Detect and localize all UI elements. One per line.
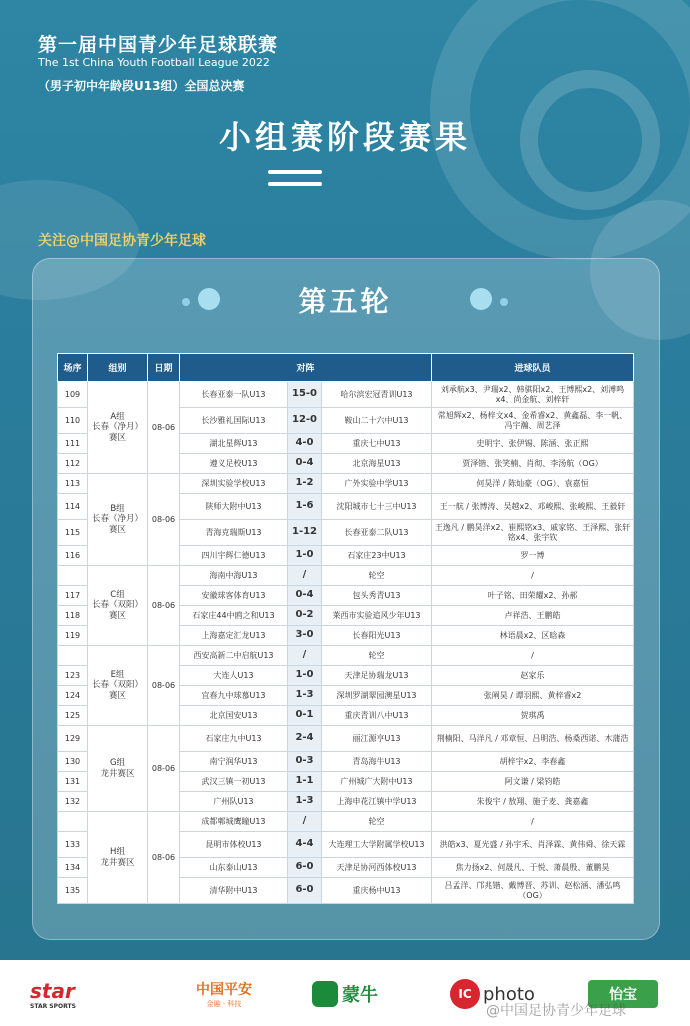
results-body xyxy=(58,382,634,904)
home-team: 长沙雅礼国际U13 xyxy=(180,408,288,434)
match-date: 08-06 xyxy=(148,474,180,566)
match-no: 113 xyxy=(58,474,88,494)
scorers: 张阐昊 / 谭羽熙、黄梓睿x2 xyxy=(432,686,634,706)
home-team: 青海克瑞斯U13 xyxy=(180,520,288,546)
col-header-group: 组别 xyxy=(88,354,148,382)
scorers: 赵家乐 xyxy=(432,666,634,686)
home-team: 大连人U13 xyxy=(180,666,288,686)
away-team: 莱西市实验追风少年U13 xyxy=(322,606,432,626)
match-score: / xyxy=(288,812,322,832)
match-no: 116 xyxy=(58,546,88,566)
home-team: 上海嘉定汇龙U13 xyxy=(180,626,288,646)
away-team: 丽江源亨U13 xyxy=(322,726,432,752)
away-team: 石家庄23中U13 xyxy=(322,546,432,566)
weibo-watermark: @中国足协青少年足球 xyxy=(486,1003,626,1019)
scorers: / xyxy=(432,812,634,832)
home-team: 湖北星辉U13 xyxy=(180,434,288,454)
match-score: 0-4 xyxy=(288,586,322,606)
scorers: 常旭辉x2、杨梓文x4、金希睿x2、黄鑫磊、李一帆、冯宇瀚、周艺泽 xyxy=(432,408,634,434)
match-score: 1-2 xyxy=(288,474,322,494)
scorers: 吕孟洋、邝兆锴、戴博晋、苏训、赵松涵、潘弘鸣（OG） xyxy=(432,878,634,904)
scorers: 叶子铭、田荣耀x2、孙郝 xyxy=(432,586,634,606)
home-team: 西安高新二中启航U13 xyxy=(180,646,288,666)
home-team: 长春亚泰一队U13 xyxy=(180,382,288,408)
header xyxy=(0,0,690,260)
scorers: 林语晨x2、区晗森 xyxy=(432,626,634,646)
col-header-match: 对阵 xyxy=(180,354,432,382)
match-score: 3-0 xyxy=(288,626,322,646)
match-score: / xyxy=(288,646,322,666)
match-date: 08-06 xyxy=(148,566,180,646)
match-no: 131 xyxy=(58,772,88,792)
match-score: 15-0 xyxy=(288,382,322,408)
match-no: 132 xyxy=(58,792,88,812)
away-team: 重庆青训八中U13 xyxy=(322,706,432,726)
scorers: 罗一博 xyxy=(432,546,634,566)
match-score: 0-2 xyxy=(288,606,322,626)
match-score: 0-3 xyxy=(288,752,322,772)
scorers: 卢祥浩、王鹏皓 xyxy=(432,606,634,626)
pingan-logo-sub: 金融 · 科技 xyxy=(206,1000,242,1008)
match-score: 1-12 xyxy=(288,520,322,546)
mengniu-logo xyxy=(312,974,378,1014)
home-team: 石家庄44中鸥之和U13 xyxy=(180,606,288,626)
table-row xyxy=(58,474,634,494)
match-score: 0-1 xyxy=(288,706,322,726)
page-title: 小组赛阶段赛果 xyxy=(218,118,471,156)
match-score: 6-0 xyxy=(288,858,322,878)
follow-banner: 关注@中国足协青少年足球 xyxy=(38,233,206,249)
scorers: 何昊洋 / 陈灿豪（OG）、袁嘉恒 xyxy=(432,474,634,494)
icphoto-icon: IC xyxy=(450,979,480,1009)
match-no: 112 xyxy=(58,454,88,474)
table-row xyxy=(58,566,634,586)
pingan-logo-text: 中国平安 xyxy=(196,982,252,998)
group-name: C组 长春（双阳） 赛区 xyxy=(88,566,148,646)
home-team: 昆明市体校U13 xyxy=(180,832,288,858)
match-no: 119 xyxy=(58,626,88,646)
home-team: 清华附中U13 xyxy=(180,878,288,904)
mengniu-icon xyxy=(312,981,338,1007)
home-team: 成都郫城鹰瞳U13 xyxy=(180,812,288,832)
match-no: 133 xyxy=(58,832,88,858)
scorers: 荆楠阳、马洋凡 / 邓章恒、吕明浩、杨桑西诺、木蒲浩 xyxy=(432,726,634,752)
away-team: 深圳罗湖翠园澳星U13 xyxy=(322,686,432,706)
match-no: 124 xyxy=(58,686,88,706)
scorers: 贾泽锴、张笑楠、肖彻、李汤航（OG） xyxy=(432,454,634,474)
scorers: 王逸凡 / 鹏昊洋x2、崔熙铭x3、戚家铭、王泽熙、张轩铭x4、张宇钦 xyxy=(432,520,634,546)
results-table xyxy=(57,353,634,904)
league-title-en: The 1st China Youth Football League 2022 xyxy=(38,56,270,69)
match-no xyxy=(58,566,88,586)
away-team: 天津足协瑞龙U13 xyxy=(322,666,432,686)
match-score: 6-0 xyxy=(288,878,322,904)
match-date: 08-06 xyxy=(148,812,180,904)
home-team: 遵义足校U13 xyxy=(180,454,288,474)
home-team: 广州队U13 xyxy=(180,792,288,812)
match-score: 1-3 xyxy=(288,792,322,812)
scorers: 阿文谦 / 梁钧皓 xyxy=(432,772,634,792)
group-name: G组 龙井赛区 xyxy=(88,726,148,812)
match-no: 114 xyxy=(58,494,88,520)
match-score: 1-0 xyxy=(288,666,322,686)
home-team: 武汉三镇一初U13 xyxy=(180,772,288,792)
match-no: 125 xyxy=(58,706,88,726)
scorers: 刘承航x3、尹瑞x2、韩骐阳x2、王博熙x2、刘溥鸣x4、尚金航、刘梓轩 xyxy=(432,382,634,408)
away-team: 重庆七中U13 xyxy=(322,434,432,454)
col-header-scorers: 进球队员 xyxy=(432,354,634,382)
away-team: 长春阳光U13 xyxy=(322,626,432,646)
col-header-no: 场序 xyxy=(58,354,88,382)
home-team: 陕师大附中U13 xyxy=(180,494,288,520)
league-title-cn: 第一届中国青少年足球联赛 xyxy=(38,34,279,56)
icphoto-logo-text: photo xyxy=(483,983,535,1005)
match-score: 4-0 xyxy=(288,434,322,454)
home-team: 安徽球客体育U13 xyxy=(180,586,288,606)
match-date: 08-06 xyxy=(148,382,180,474)
round-title: 第五轮 xyxy=(298,285,392,318)
star-logo-text: star xyxy=(30,978,75,1003)
scorers: 朱俊宇 / 敖翔、施子麦、龚嘉鑫 xyxy=(432,792,634,812)
away-team: 大连理工大学附属学校U13 xyxy=(322,832,432,858)
away-team: 轮空 xyxy=(322,812,432,832)
pingan-logo xyxy=(196,974,252,1014)
league-subtitle: （男子初中年龄段U13组）全国总决赛 xyxy=(38,79,245,93)
group-name: A组 长春（净月） 赛区 xyxy=(88,382,148,474)
home-team: 石家庄九中U13 xyxy=(180,726,288,752)
scorers: / xyxy=(432,566,634,586)
away-team: 长春亚泰二队U13 xyxy=(322,520,432,546)
away-team: 广外实验中学U13 xyxy=(322,474,432,494)
scorers: 洪皓x3、夏光盛 / 孙宇禾、肖泽霖、黄伟舜、徐天霖 xyxy=(432,832,634,858)
table-row xyxy=(58,812,634,832)
away-team: 青岛海牛U13 xyxy=(322,752,432,772)
away-team: 包头秀青U13 xyxy=(322,586,432,606)
match-score: 12-0 xyxy=(288,408,322,434)
scorers: / xyxy=(432,646,634,666)
home-team: 南宁润华U13 xyxy=(180,752,288,772)
away-team: 鞍山二十六中U13 xyxy=(322,408,432,434)
match-no: 135 xyxy=(58,878,88,904)
away-team: 北京海星U13 xyxy=(322,454,432,474)
table-row xyxy=(58,646,634,666)
match-score: 0-4 xyxy=(288,454,322,474)
mengniu-logo-text: 蒙牛 xyxy=(342,985,378,1006)
scorers: 史明宇、张伊锡、陈涵、张正熙 xyxy=(432,434,634,454)
table-header-row xyxy=(58,354,634,382)
match-no: 130 xyxy=(58,752,88,772)
scorers: 胡梓宇x2、李春鑫 xyxy=(432,752,634,772)
table-row xyxy=(58,382,634,408)
match-no: 118 xyxy=(58,606,88,626)
match-date: 08-06 xyxy=(148,726,180,812)
scorers: 焦力扬x2、何晟凡、于悦、萧晨殷、董鹏昊 xyxy=(432,858,634,878)
title-divider xyxy=(268,170,322,174)
home-team: 四川宇辉仁德U13 xyxy=(180,546,288,566)
home-team: 山东泰山U13 xyxy=(180,858,288,878)
match-no: 115 xyxy=(58,520,88,546)
match-no: 111 xyxy=(58,434,88,454)
scorers: 贺琪禹 xyxy=(432,706,634,726)
match-no xyxy=(58,646,88,666)
table-row xyxy=(58,726,634,752)
match-score: 1-3 xyxy=(288,686,322,706)
home-team: 海南中海U13 xyxy=(180,566,288,586)
col-header-date: 日期 xyxy=(148,354,180,382)
group-name: E组 长春（双阳） 赛区 xyxy=(88,646,148,726)
away-team: 天津足协河西体校U13 xyxy=(322,858,432,878)
match-no: 129 xyxy=(58,726,88,752)
match-score: 2-4 xyxy=(288,726,322,752)
title-divider xyxy=(268,182,322,186)
match-score: 1-0 xyxy=(288,546,322,566)
away-team: 重庆杨中U13 xyxy=(322,878,432,904)
match-score: 1-6 xyxy=(288,494,322,520)
home-team: 深圳实验学校U13 xyxy=(180,474,288,494)
star-sports-logo xyxy=(30,974,76,1014)
home-team: 北京国安U13 xyxy=(180,706,288,726)
star-logo-sub: STAR SPORTS xyxy=(30,1002,76,1010)
away-team: 上海申花江镇中学U13 xyxy=(322,792,432,812)
away-team: 沈阳城市七十三中U13 xyxy=(322,494,432,520)
match-no: 109 xyxy=(58,382,88,408)
home-team: 宜春九中球慕U13 xyxy=(180,686,288,706)
match-no: 117 xyxy=(58,586,88,606)
match-score: 1-1 xyxy=(288,772,322,792)
yibao-logo: 怡宝 xyxy=(588,980,658,1008)
away-team: 广州城广大附中U13 xyxy=(322,772,432,792)
group-name: B组 长春（净月） 赛区 xyxy=(88,474,148,566)
match-score: / xyxy=(288,566,322,586)
match-no: 123 xyxy=(58,666,88,686)
group-name: H组 龙井赛区 xyxy=(88,812,148,904)
match-date: 08-06 xyxy=(148,646,180,726)
match-score: 4-4 xyxy=(288,832,322,858)
scorers: 王一航 / 张博涛、吴越x2、邓峻熙、张峻熙、王毅轩 xyxy=(432,494,634,520)
away-team: 轮空 xyxy=(322,566,432,586)
match-no: 134 xyxy=(58,858,88,878)
match-no xyxy=(58,812,88,832)
match-no: 110 xyxy=(58,408,88,434)
away-team: 轮空 xyxy=(322,646,432,666)
away-team: 哈尔滨宏冠青训U13 xyxy=(322,382,432,408)
